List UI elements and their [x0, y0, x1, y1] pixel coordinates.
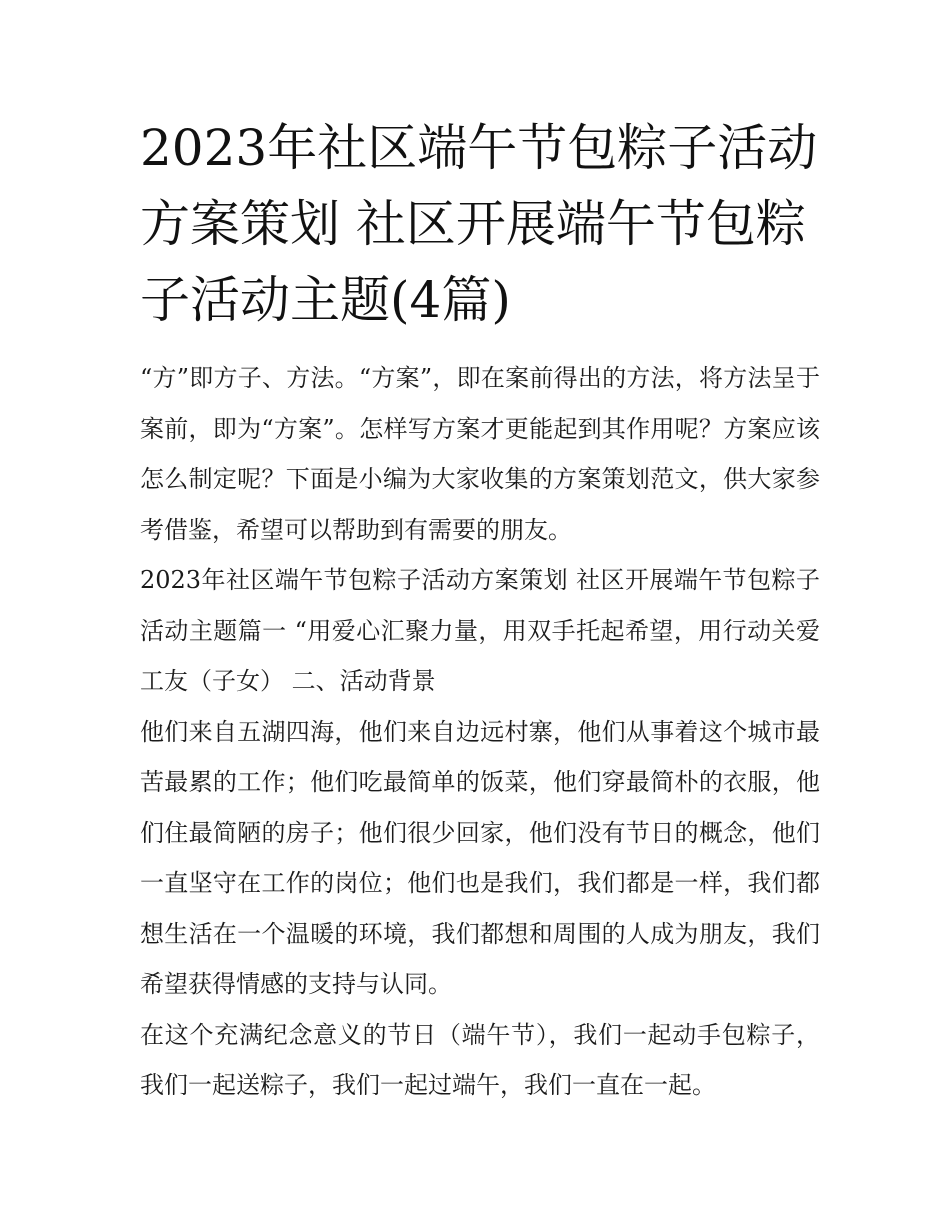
document-body	[140, 353, 820, 1111]
background-paragraph: 他们来自五湖四海，他们来自边远村寨，他们从事着这个城市最苦最累的工作；他们吃最简单的饭菜，他们穿最简朴的衣服，他们住最简陋的房子；他们很少回家，他们没有节日的概念，他们一直坚守在工作的岗位；他们也是我们，我们都是一样，我们都想生活在一个温暖的环境，我们都想和周围的人成为朋友，我们希望获得情感的支持与认同。	[140, 717, 820, 998]
document-title: 2023年社区端午节包粽子活动方案策划 社区开展端午节包粽子活动主题(4篇)	[140, 119, 818, 329]
section-heading-paragraph: 2023年社区端午节包粽子活动方案策划 社区开展端午节包粽子活动主题篇一 “用爱心汇聚力量，用双手托起希望，用行动关爱工友（子女） 二、活动背景	[140, 566, 820, 695]
festival-paragraph: 在这个充满纪念意义的节日（端午节），我们一起动手包粽子，我们一起送粽子，我们一起过端午，我们一直在一起。	[140, 1020, 820, 1099]
intro-paragraph: “方”即方子、方法。“方案”，即在案前得出的方法，将方法呈于案前，即为“方案”。怎样写方案才更能起到其作用呢？方案应该怎么制定呢？下面是小编为大家收集的方案策划范文，供大家参考借鉴，希望可以帮助到有需要的朋友。	[140, 364, 820, 544]
